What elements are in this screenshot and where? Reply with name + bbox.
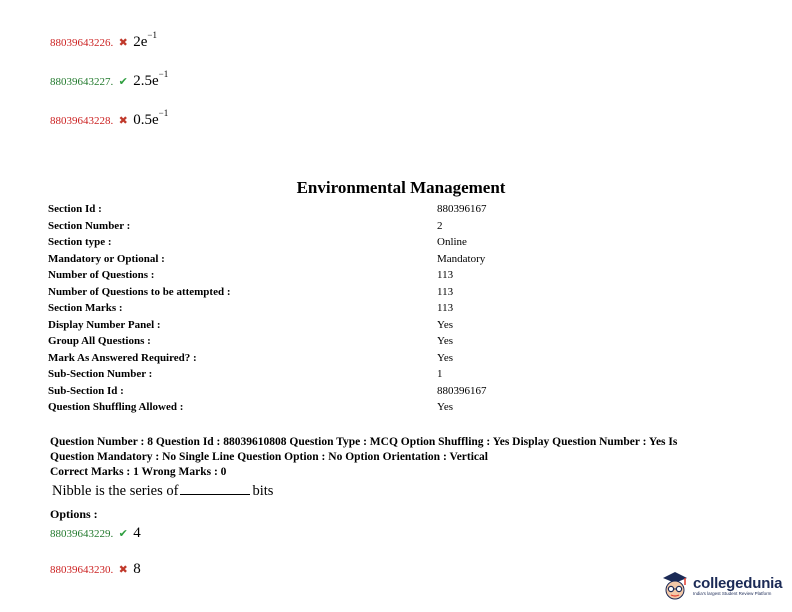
option-id: 88039643228. bbox=[50, 115, 114, 127]
section-info-table bbox=[48, 201, 557, 416]
table-row: Group All Questions : Yes bbox=[48, 335, 454, 347]
option-row-27 bbox=[50, 69, 168, 90]
option-id: 88039643227. bbox=[50, 76, 114, 88]
table-row: Mandatory or Optional : Mandatory bbox=[48, 252, 486, 265]
table-row: Section Number : 2 bbox=[48, 219, 443, 232]
table-row: Mark As Answered Required? : Yes bbox=[48, 351, 454, 364]
question-header bbox=[50, 435, 740, 480]
table-row: Number of Questions : 113 bbox=[48, 269, 454, 281]
option-id: 88039643226. bbox=[50, 37, 114, 49]
table-row: Section type : Online bbox=[48, 236, 467, 248]
option-row-28 bbox=[50, 108, 168, 129]
table-row: Sub-Section Number : 1 bbox=[48, 368, 443, 380]
question-meta-line-2: Question Mandatory : No Single Line Question Option : No Option Orientation : Vertical bbox=[50, 451, 488, 463]
table-row: Question Shuffling Allowed : Yes bbox=[48, 401, 454, 413]
check-icon: ✔ bbox=[118, 528, 128, 540]
option-value: 4 bbox=[133, 525, 141, 541]
option-row-30 bbox=[50, 561, 141, 578]
option-row-29 bbox=[50, 525, 141, 542]
question-meta-line-1: Question Number : 8 Question Id : 88039610808 Question Type : MCQ Option Shuffling : Yes Display Question Number : Yes Is bbox=[50, 436, 678, 448]
table-row: Sub-Section Id : 880396167 bbox=[48, 384, 487, 397]
option-id: 88039643230. bbox=[50, 564, 114, 576]
graduate-mascot-icon bbox=[660, 569, 690, 603]
options-label: Options : bbox=[50, 507, 98, 521]
collegedunia-logo bbox=[660, 566, 784, 606]
table-row: Display Number Panel : Yes bbox=[48, 318, 454, 331]
logo-brand: collegedunia bbox=[693, 574, 783, 592]
table-row: Number of Questions to be attempted : 113 bbox=[48, 285, 454, 298]
cross-icon: ✖ bbox=[118, 564, 128, 576]
option-row-26 bbox=[50, 30, 157, 51]
option-value: $2.5e^{-1}$ bbox=[133, 69, 169, 89]
table-row: Section Marks : 113 bbox=[48, 302, 454, 314]
check-icon: ✔ bbox=[118, 76, 128, 88]
logo-tagline: India's largest Student Review Platform bbox=[693, 590, 772, 596]
cross-icon: ✖ bbox=[118, 115, 128, 127]
section-title: Environmental Management bbox=[296, 178, 506, 197]
question-text: Nibble is the series of bits bbox=[52, 483, 274, 499]
option-value: $0.5e^{-1}$ bbox=[133, 108, 169, 128]
answer-blank bbox=[180, 494, 250, 495]
cross-icon: ✖ bbox=[118, 37, 128, 49]
table-row: Section Id : 880396167 bbox=[48, 203, 487, 215]
option-id: 88039643229. bbox=[50, 528, 114, 540]
option-value: 8 bbox=[133, 561, 141, 577]
option-value: $2e^{-1}$ bbox=[133, 30, 157, 50]
question-marks: Correct Marks : 1 Wrong Marks : 0 bbox=[50, 466, 227, 478]
